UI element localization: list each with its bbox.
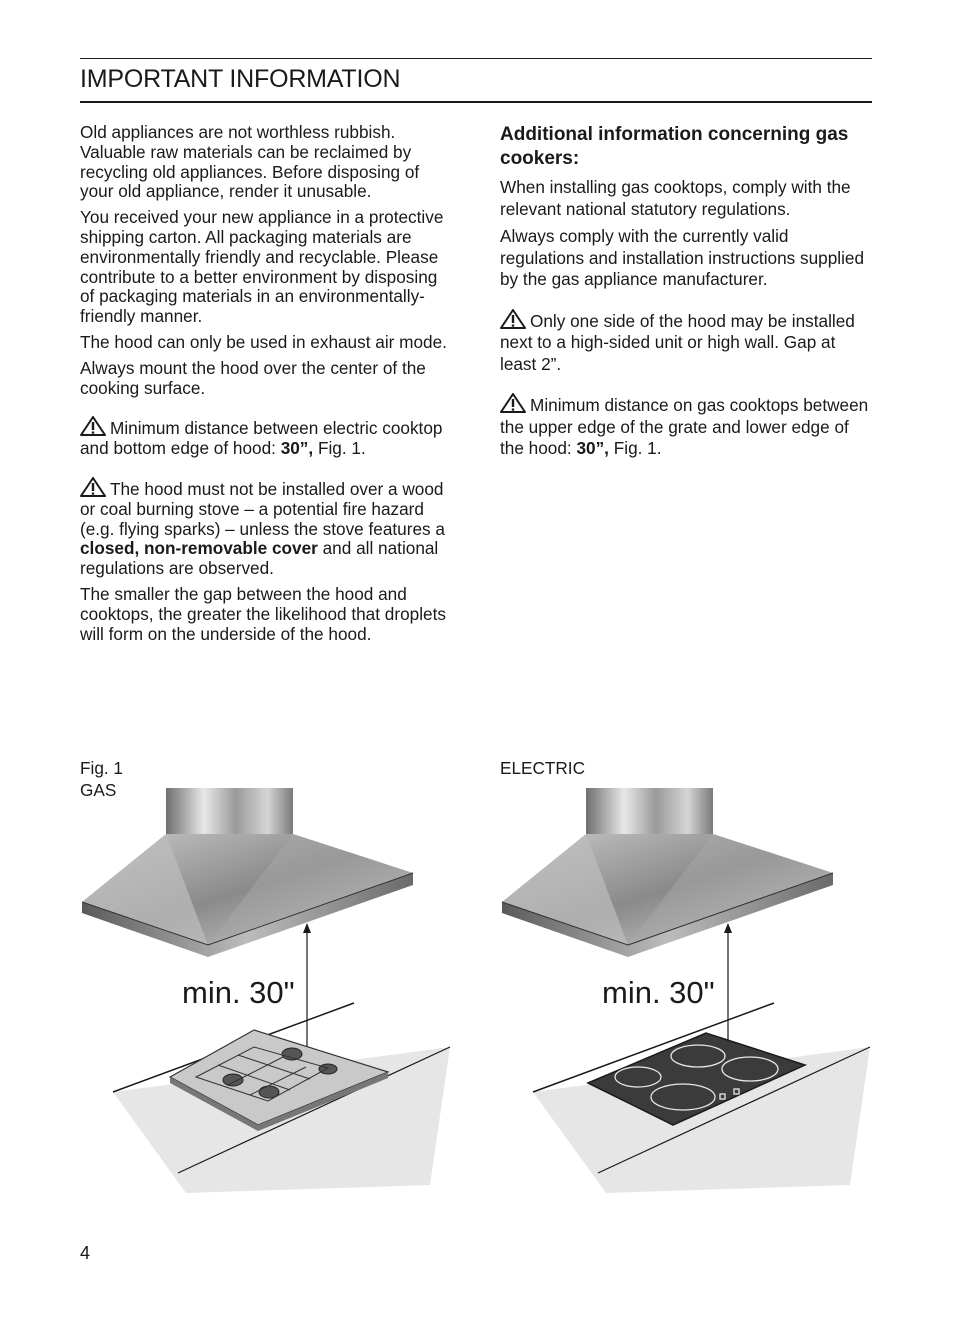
warning-gas-text: Minimum distance on gas cooktops between the upper edge of the grate and lower edge of the hood: <box>500 395 869 458</box>
warning-gas-bold: 30”, <box>576 438 609 458</box>
paragraph-packaging: You received your new appliance in a protective shipping carton. All packaging materials are environmentally friendly and recyclable. Please contribute to a better environment by disposing of packaging materials in an environmentally-friendly manner. <box>80 207 444 327</box>
paragraph-manufacturer: Always comply with the currently valid regulations and installation instructions supplied by the gas appliance manufacturer. <box>500 226 865 289</box>
warning-stove-tail: and all national regulations are observed. <box>80 538 439 579</box>
electric-label: ELECTRIC <box>500 758 585 778</box>
chimney <box>586 788 713 834</box>
figure-gas-hood <box>78 785 458 1205</box>
warning-stove-text: The hood must not be installed over a wood or coal burning stove – a potential fire hazard (e.g. flying sparks) – unless the stove features a <box>80 478 445 539</box>
paragraph-droplets: The smaller the gap between the hood and cooktops, the greater the likelihood that droplets will form on the underside of the hood. <box>80 583 446 644</box>
left-column <box>80 123 452 650</box>
page-number: 4 <box>80 1243 91 1263</box>
warning-gas-tail: Fig. 1. <box>613 438 662 458</box>
warning-electric-text: Minimum distance between electric cooktop and bottom edge of hood: <box>80 418 443 459</box>
paragraph-exhaust-mode: The hood can only be used in exhaust air mode. <box>80 331 447 352</box>
top-rule <box>80 58 872 59</box>
warning-electric-tail: Fig. 1. <box>317 438 366 459</box>
warning-triangle-icon <box>80 416 106 436</box>
measure-label: min. 30" <box>602 975 715 1010</box>
warning-side-gap <box>500 309 872 376</box>
warning-side-gap-text: Only one side of the hood may be installed next to a high-sided unit or high wall. Gap at least 2”. <box>500 310 855 374</box>
warning-triangle-icon <box>500 393 526 413</box>
figure-label-electric <box>500 757 585 779</box>
measure-label: min. 30" <box>182 975 295 1010</box>
warning-electric-distance <box>80 416 452 459</box>
gas-label: GAS <box>80 780 117 800</box>
page-title: IMPORTANT INFORMATION <box>80 65 401 93</box>
figure-number: Fig. 1 <box>80 758 123 778</box>
right-column <box>500 123 872 466</box>
subheading-gas-cookers: Additional information concerning gas cookers: <box>500 124 849 169</box>
warning-triangle-icon <box>80 477 106 497</box>
warning-stove <box>80 477 452 579</box>
paragraph-mount-center: Always mount the hood over the center of the cooking surface. <box>80 357 426 398</box>
chimney <box>166 788 293 834</box>
warning-gas-distance <box>500 393 872 460</box>
figure-electric-hood <box>498 785 878 1205</box>
burner <box>319 1064 337 1074</box>
warning-stove-bold: closed, non-removable cover <box>80 538 318 559</box>
warning-electric-bold: 30”, <box>280 438 314 459</box>
warning-triangle-icon <box>500 309 526 329</box>
title-underline <box>80 101 872 103</box>
burner <box>223 1074 243 1086</box>
paragraph-statutory: When installing gas cooktops, comply with the relevant national statutory regulations. <box>500 177 851 219</box>
paragraph-recycling: Old appliances are not worthless rubbish. Valuable raw materials can be reclaimed by recycling old appliances. Before disposing of your old appliance, render it unusable. <box>80 122 420 202</box>
